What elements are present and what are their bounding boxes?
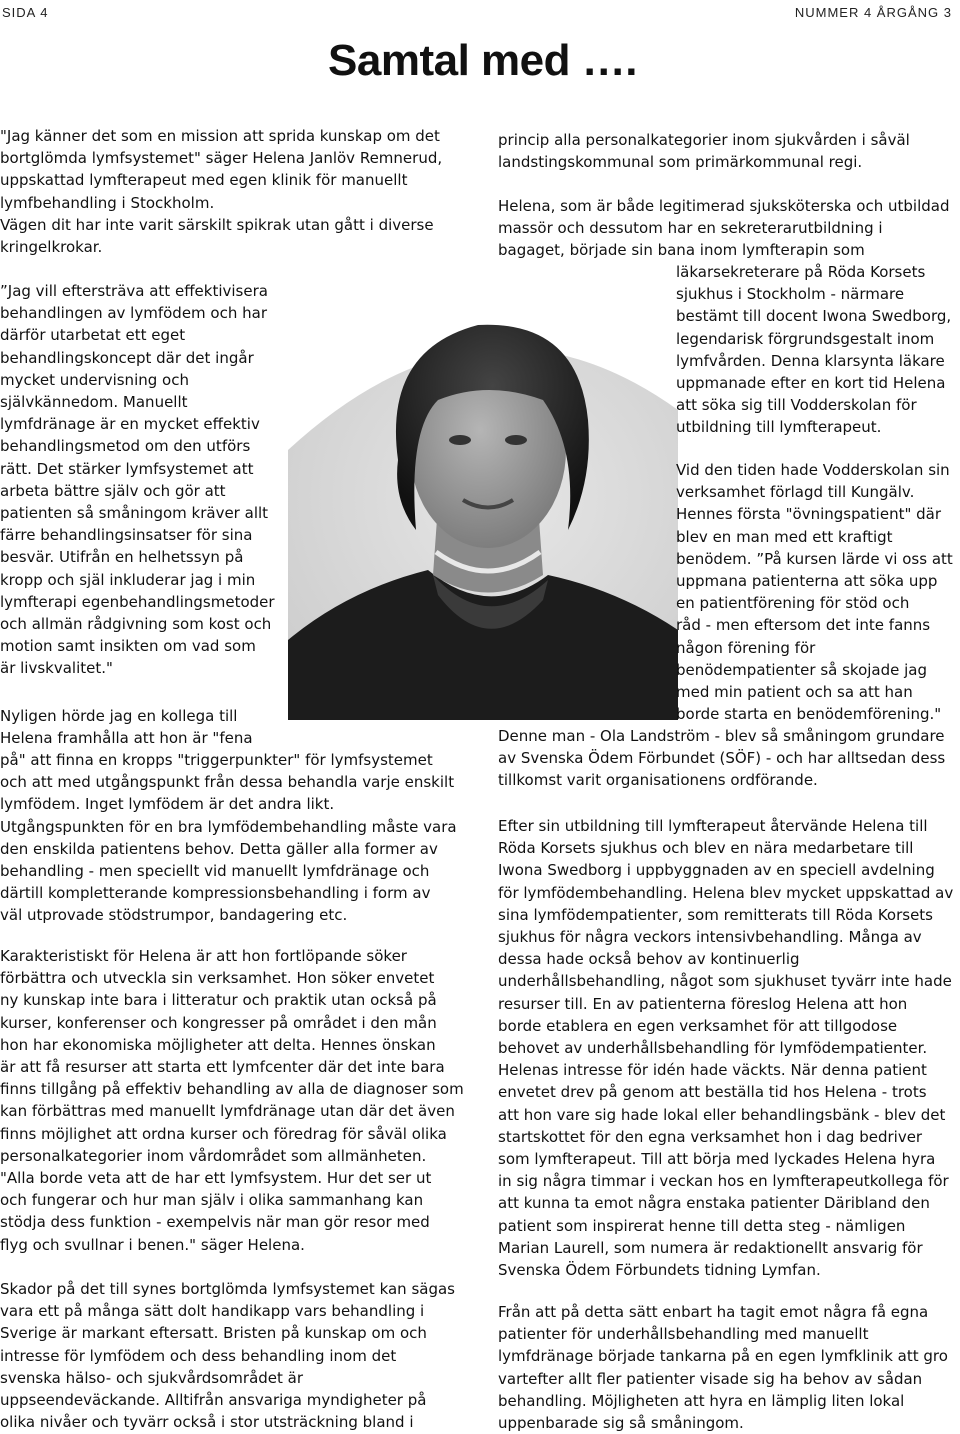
page-number-label: SIDA 4 bbox=[2, 5, 49, 20]
paragraph-princip: princip alla personalkategorier inom sjukvården i såväl landstingskommunal som primärkommunal regi. bbox=[498, 131, 910, 172]
paragraph-utbildning: Efter sin utbildning till lymfterapeut återvände Helena till Röda Korsets sjukhus och blev en nära medarbetare till Iwona Swedborg i uppbyggnaden av en speciell avdelning för lymfödembehandling. Helena blev mycket uppskattad av sina lymfödempatienter, som remitterats till Röda Korsets sjukhus för några veckors intensivbehandling. Många av dessa hade också behov av kontinuerlig underhållsbehandling, något som sjukhuset tyvärr inte hade resurser till. En av patienterna föreslog Helena att hon borde etablera en egen verksamhet för att tillgodose behovet av underhållsbehandling för lymfödempatienter. Helenas intresse för idén hade väckts. När denna patient envetet drev på genom att beställa tid hos Helena - trots att hon vare sig hade lokal eller behandlingsbänk - blev det startskottet för den egna verksamhet hon i dag bedriver som lymfterapeut. Till att börja med lyckades Helena hyra in sig några timmar i veckan hos en lymfterapeutkollega för att kunna ta emot några enstaka patienter Däribland den patient som inspirerat henne till detta steg - nämligen Marian Laurell, som numera är redaktionellt ansvarig för Svenska Ödem Förbundets tidning Lymfan. bbox=[498, 817, 954, 1280]
portrait-photo bbox=[288, 290, 678, 720]
article-title: Samtal med …. bbox=[328, 36, 637, 85]
issue-label: NUMMER 4 ÅRGÅNG 3 bbox=[794, 5, 952, 20]
paragraph-helena-wrap: läkarsekreterare på Röda Korsets sjukhus i Stockholm - närmare bestämt till docent Iwona Swedborg, legendarisk förgrundsgestalt inom lymfvården. Denna klarsynta läkare uppmanade efter en kort tid Helena att söka sig till Vodderskolan för utbildning till lymfterapeut. bbox=[676, 263, 952, 437]
paragraph-karakteristiskt: Karakteristiskt för Helena är att hon fortlöpande söker förbättra och utveckla sin verksamhet. Hon söker envetet ny kunskap inte bara i litteratur och praktik utan också på kurser, konferenser och kongresser på området i den mån hon har ekonomiska möjligheter att delta. Hennes önskan är att få resurser att starta ett lymfcenter där det inte bara finns tillgång på effektiv behandling av alla de diagnoser som kan förbättras med manuellt lymfdränage utan där det även finns möjlighet att ordna kurser och föredrag för såväl olika personalkategorier inom vårdområdet som allmänheten. "Alla borde veta att de har ett lymfsystem. Hur det ser ut och fungerar och hur man själv i olika sammanhang kan stödja dess funktion - exempelvis när man gör resor med flyg och svullnar i benen." säger Helena. bbox=[0, 947, 464, 1254]
paragraph-kollega: på" att finna en kropps "triggerpunkter" för lymfsystemet och att med utgångspunkt från dessa behandla varje enskilt lymfödem. Inget lymfödem är det andra likt. Utgångspunkten för en bra lymfödembehandling måste vara den enskilda patientens behov. Detta gäller alla former av behandling - men speciellt vid manuellt lymfdränage och därtill kompletterande kompressionsbehandling i form av väl utprovade stödstrumpor, bandagering etc. bbox=[0, 751, 457, 925]
paragraph-vodderskolan: Vid den tiden hade Vodderskolan sin verksamhet förlagd till Kungälv. Hennes första "övningspatient" där blev en man med ett kraftigt benödem. ”På kursen lärde vi oss att uppmana patienterna att söka upp en patientförening för stöd och råd - men eftersom det inte fanns någon förening för benödempatienter så skojade jag med min patient och sa att han borde starta en benödemförening." bbox=[676, 461, 953, 724]
paragraph-skador: Skador på det till synes bortglömda lymfsystemet kan sägas vara ett på många sätt dolt handikapp vars behandling i Sverige är markant eftersatt. Bristen på kunskap om och intresse för lymfödem och dess behandling inom det svenska hälso- och sjukvårdsområdet är uppseendeväckande. Alltifrån ansvariga myndigheter på olika nivåer och tyvärr också i stor utsträckning bland i bbox=[0, 1280, 455, 1432]
paragraph-ola: Denne man - Ola Landström - blev så småningom grundare av Svenska Ödem Förbundet (SÖF) - och har alltsedan dess tillkomst varit organisationens ordförande. bbox=[498, 727, 946, 790]
paragraph-klinik: Från att på detta sätt enbart ha tagit emot några få egna patienter för underhållsbehandling med manuellt lymfdränage började tankarna på en egen lymfklinik att gro vartefter allt fler patienter visade sig ha behov av sådan behandling. Möjligheten att hyra en lämplig liten lokal uppenbarade sig så småningom. bbox=[498, 1303, 948, 1433]
paragraph-kollega-start: Nyligen hörde jag en kollega till Helena framhålla att hon är "fena bbox=[0, 707, 253, 748]
paragraph-helena-top: Helena, som är både legitimerad sjuksköterska och utbildad massör och dessutom har en sekreterarutbildning i bagaget, började sin bana inom lymfterapin som bbox=[498, 197, 950, 260]
intro-paragraph: "Jag känner det som en mission att sprida kunskap om det bortglömda lymfsystemet" säger Helena Janlöv Remnerud, uppskattad lymfterapeut med egen klinik för manuellt lymfbehandling i Stockholm. Vägen dit har inte varit särskilt spikrak utan gått i diverse kringelkrokar. bbox=[0, 127, 443, 257]
quote-paragraph: ”Jag vill eftersträva att effektivisera behandlingen av lymfödem och har därför utarbetat ett eget behandlingskoncept där det ingår mycket undervisning och självkännedom. Manuellt lymfdränage är en mycket effektiv behandlingsmetod om den utförs rätt. Det stärker lymfsystemet att arbeta bättre själv och gör att patienten så småningom kräver allt färre behandlingsinsatser för sina besvär. Utifrån en helhetssyn på kropp och själ inkluderar jag i min lymfterapi egenbehandlingsmetoder och allmän rådgivning som kost och motion samt insikten om vad som är livskvalitet." bbox=[0, 282, 275, 678]
